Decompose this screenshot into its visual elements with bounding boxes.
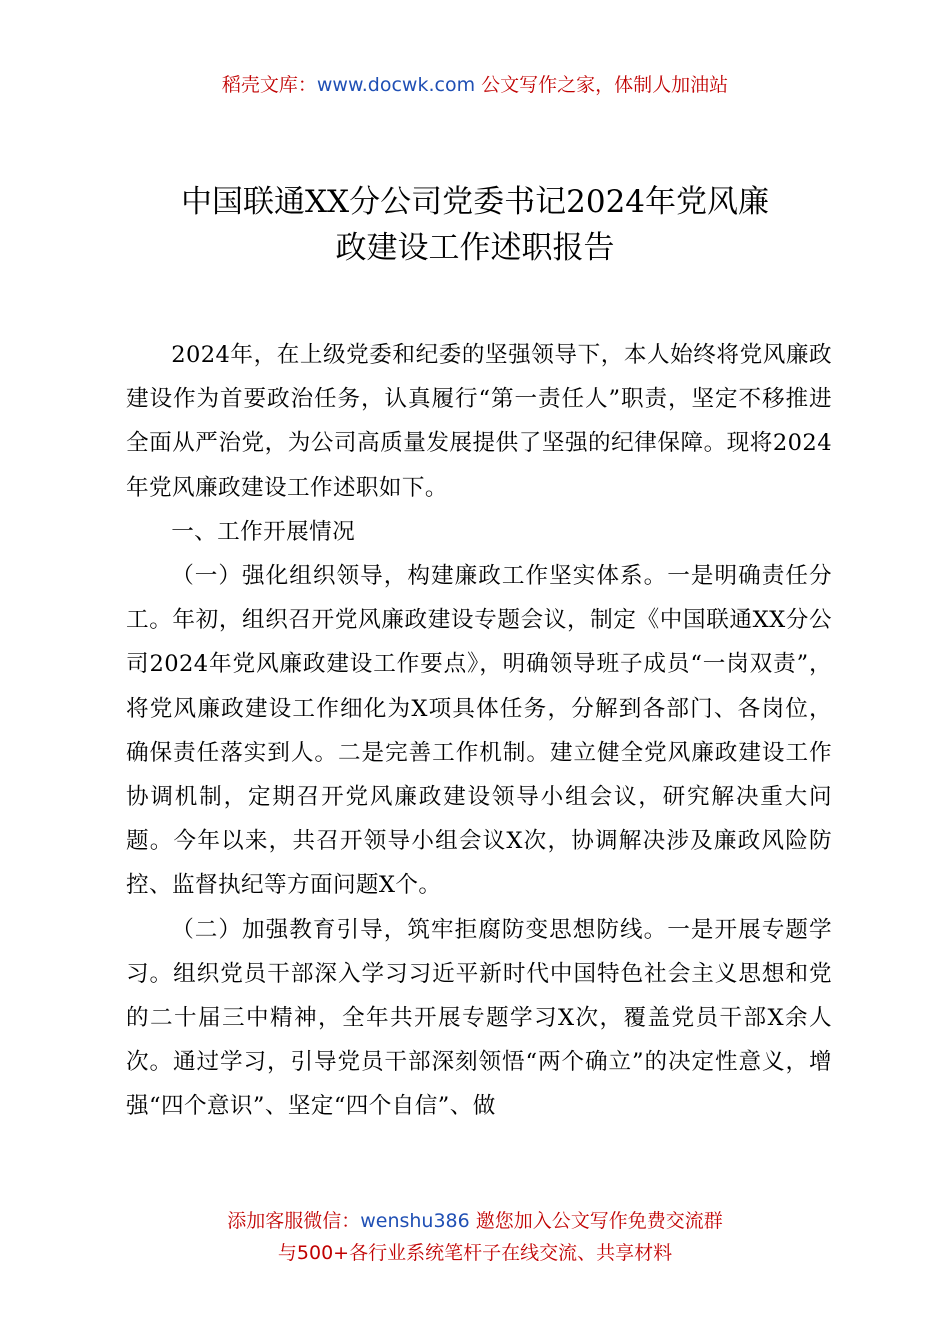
site-slogan: 公文写作之家，体制人加油站 (475, 74, 729, 96)
site-label: 稻壳文库： (221, 74, 317, 96)
footer-banner (0, 1205, 950, 1269)
footer-line-1 (0, 1205, 950, 1237)
site-url-link[interactable]: www.docwk.com (316, 74, 476, 96)
wechat-id: wenshu386 (360, 1210, 470, 1232)
title-line-2: 政建设工作述职报告 (335, 229, 615, 266)
invite-text: 邀您加入公文写作免费交流群 (469, 1210, 723, 1232)
document-body (126, 333, 832, 1129)
footer-line-2: 与500+各行业系统笔杆子在线交流、共享材料 (277, 1242, 673, 1264)
document-title (100, 179, 850, 271)
header-banner (0, 70, 950, 100)
body-paragraph: （二）加强教育引导，筑牢拒腐防变思想防线。一是开展专题学习。组织党员干部深入学习习近平新时代中国特色社会主义思想和党的二十届三中精神，全年共开展专题学习X次，覆盖党员干部X余人次。通过学习，引导党员干部深刻领悟“两个确立”的决定性意义，增强“四个意识”、坚定“四个自信”、做 (126, 916, 832, 1120)
intro-paragraph: 2024年，在上级党委和纪委的坚强领导下，本人始终将党风廉政建设作为首要政治任务，认真履行“第一责任人”职责，坚定不移推进全面从严治党，为公司高质量发展提供了坚强的纪律保障。现将2024年党风廉政建设工作述职如下。 (126, 342, 832, 501)
title-line-1: 中国联通XX分公司党委书记2024年党风廉 (180, 183, 770, 220)
wechat-label: 添加客服微信： (227, 1210, 361, 1232)
body-paragraph: （一）强化组织领导，构建廉政工作坚实体系。一是明确责任分工。年初，组织召开党风廉政建设专题会议，制定《中国联通XX分公司2024年党风廉政建设工作要点》，明确领导班子成员“一岗双责”，将党风廉政建设工作细化为X项具体任务，分解到各部门、各岗位，确保责任落实到人。二是完善工作机制。建立健全党风廉政建设工作协调机制，定期召开党风廉政建设领导小组会议，研究解决重大问题。今年以来，共召开领导小组会议X次，协调解决涉及廉政风险防控、监督执纪等方面问题X个。 (126, 563, 832, 899)
section-heading: 一、工作开展情况 (171, 518, 356, 545)
